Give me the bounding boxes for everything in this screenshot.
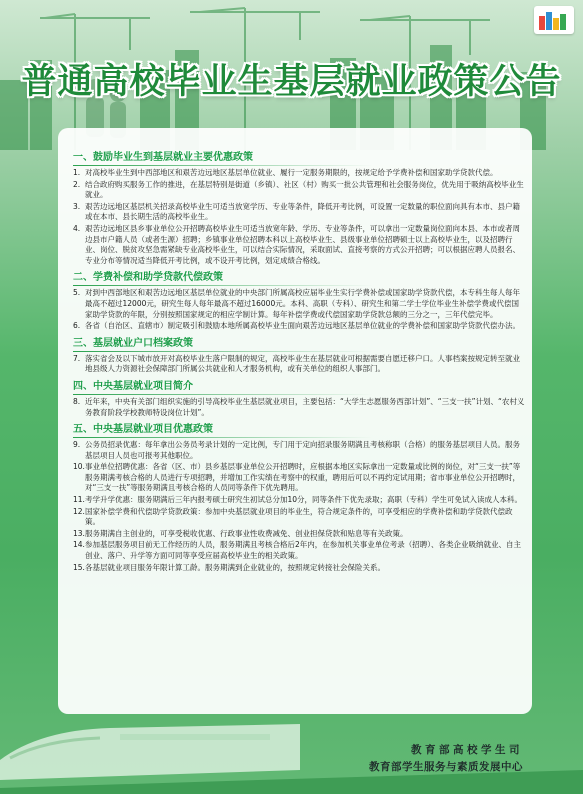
policy-item bbox=[73, 224, 525, 266]
item-text: 考学升学优惠：服务期满后三年内报考硕士研究生初试总分加10分，同等条件下优先录取；高职（专科）学生可免试入读成人本科。 bbox=[85, 495, 523, 505]
section-heading: 五、中央基层就业项目优惠政策 bbox=[73, 423, 525, 438]
item-number: 1. bbox=[73, 168, 81, 177]
footer-issuer-2: 教育部学生服务与素质发展中心 bbox=[369, 761, 523, 773]
item-number: 15. bbox=[73, 562, 85, 572]
item-text: 落实省会及以下城市放开对高校毕业生落户限制的规定，高校毕业生在基层就业可根据需要自愿迁移户口。人事档案按规定转至就业地县级人力资源社会保障部门所属公共就业和人才服务机构，或有关单位的组织人事部门。 bbox=[85, 353, 520, 374]
item-text: 艰苦边远地区基层机关招录高校毕业生可适当放宽学历、专业等条件，降低开考比例，可设置一定数量的职位面向具有本市、县户籍或在本市、县长期生活的高校毕业生。 bbox=[85, 201, 520, 222]
section-heading: 四、中央基层就业项目简介 bbox=[73, 380, 525, 395]
item-text: 各基层就业项目服务年限计算工龄。服务期满到企业就业的，按照规定转接社会保险关系。 bbox=[85, 562, 385, 572]
item-text: 各省（自治区、直辖市）制定吸引和鼓励本地所属高校毕业生面向艰苦边远地区基层单位就业的学费补偿和国家助学贷款代偿办法。 bbox=[85, 321, 520, 331]
item-number: 8. bbox=[73, 396, 81, 406]
item-text: 参加基层服务项目前无工作经历的人员，服务期满且考核合格后2年内，在参加机关事业单位考录（招聘）、各类企业吸纳就业、自主创业、落户、升学等方面可同等享受应届高校毕业生的相关政策。 bbox=[85, 540, 522, 561]
section-heading: 一、鼓励毕业生到基层就业主要优惠政策 bbox=[73, 151, 525, 166]
policy-item bbox=[73, 507, 525, 528]
item-number: 6. bbox=[73, 321, 81, 331]
section-heading: 二、学费补偿和助学贷款代偿政策 bbox=[73, 271, 525, 286]
policy-item bbox=[73, 440, 525, 461]
item-text: 结合政府购买服务工作的推进，在基层特别是街道（乡镇）、社区（村）购买一批公共管理和社会服务岗位，优先用于吸纳高校毕业生就业。 bbox=[85, 179, 524, 200]
policy-item bbox=[73, 354, 525, 375]
policy-item bbox=[73, 202, 525, 223]
brand-logo bbox=[534, 6, 574, 34]
item-text: 服务期满自主创业的，可享受税收优惠、行政事业性收费减免、创业担保贷款和贴息等有关政策。 bbox=[85, 528, 408, 538]
item-number: 9. bbox=[73, 440, 81, 450]
item-text: 对高校毕业生到中西部地区和艰苦边远地区基层单位就业、履行一定服务期限的，按规定给予学费补偿和国家助学贷款代偿。 bbox=[85, 168, 498, 177]
item-number: 14. bbox=[73, 540, 85, 550]
item-number: 2. bbox=[73, 179, 81, 189]
policy-item bbox=[73, 529, 525, 540]
page-title: 普通高校毕业生基层就业政策公告 bbox=[21, 62, 562, 102]
policy-item bbox=[73, 540, 525, 561]
item-number: 7. bbox=[73, 353, 81, 363]
item-number: 13. bbox=[73, 528, 85, 538]
policy-item bbox=[73, 321, 525, 332]
item-text: 国家补偿学费和代偿助学贷款政策：参加中央基层就业项目的毕业生，符合规定条件的，可享受相应的学费补偿和助学贷款代偿政策。 bbox=[85, 506, 513, 527]
policy-item bbox=[73, 462, 525, 494]
item-text: 对到中西部地区和艰苦边远地区基层单位就业的中央部门所属高校应届毕业生实行学费补偿或国家助学贷款代偿，本专科生每人每年最高不超过12000元，研究生每人每年最高不超过16000元。本科、高职（专科）、研究生和第二学士学位毕业生补偿学费或代偿国家助学贷款的年限，分别按照国家规定的相应学制计算。每年补偿学费或代偿国家助学贷款总额的三分之一，三年代偿完毕。 bbox=[85, 288, 520, 319]
policy-item bbox=[73, 168, 525, 179]
section-heading: 三、基层就业户口档案政策 bbox=[73, 337, 525, 352]
policy-item bbox=[73, 495, 525, 506]
item-text: 公务员招录优惠：每年拿出公务员考录计划的一定比例，专门用于定向招录服务期满且考核称职（合格）的服务基层项目人员。服务基层项目人员也可报考其他职位。 bbox=[85, 440, 520, 460]
item-number: 5. bbox=[73, 288, 81, 298]
item-number: 12. bbox=[73, 506, 85, 516]
item-text: 近年来，中央有关部门组织实施的引导高校毕业生基层就业项目，主要包括：“大学生志愿服务西部计划”、“三支一扶”计划、“农村义务教育阶段学校教师特设岗位计划”。 bbox=[85, 396, 525, 417]
policy-item bbox=[73, 563, 525, 574]
item-number: 11. bbox=[73, 495, 85, 505]
policy-item bbox=[73, 397, 525, 418]
policy-item bbox=[73, 288, 525, 320]
item-number: 4. bbox=[73, 223, 81, 233]
policy-item bbox=[73, 180, 525, 201]
item-number: 10. bbox=[73, 462, 85, 472]
item-number: 3. bbox=[73, 201, 81, 211]
item-text: 事业单位招聘优惠：各省（区、市）县乡基层事业单位公开招聘时，应根据本地区实际拿出一定数量或比例的岗位，对“三支一扶”等服务期满考核合格的人员进行专项招聘，并增加工作实绩在考察中的权重，聘用后可以不再约定试用期；省市事业单位公开招聘时，对“三支一扶”等服务期满且考核合格的人员同等条件下优先聘用。 bbox=[85, 462, 521, 493]
footer-issuer-1: 教育部高校学生司 bbox=[411, 744, 523, 756]
policy-content bbox=[73, 151, 525, 578]
item-text: 艰苦边远地区县乡事业单位公开招聘高校毕业生可适当放宽年龄、学历、专业等条件，可以拿出一定数量岗位面向本县、本市或者周边县市户籍人员（或者生源）招聘；乡镇事业单位招聘本科以上高校毕业生、县级事业单位招聘硕士以上高校毕业生，以及招聘行业、岗位、脱贫攻坚急需紧缺专业高校毕业生，可以结合实际情况，采取面试、直接考察的方式公开招聘；可以根据应聘人员报名、专业分布等情况适当降低开考比例，或不设开考比例，划定成绩合格线。 bbox=[85, 223, 520, 265]
